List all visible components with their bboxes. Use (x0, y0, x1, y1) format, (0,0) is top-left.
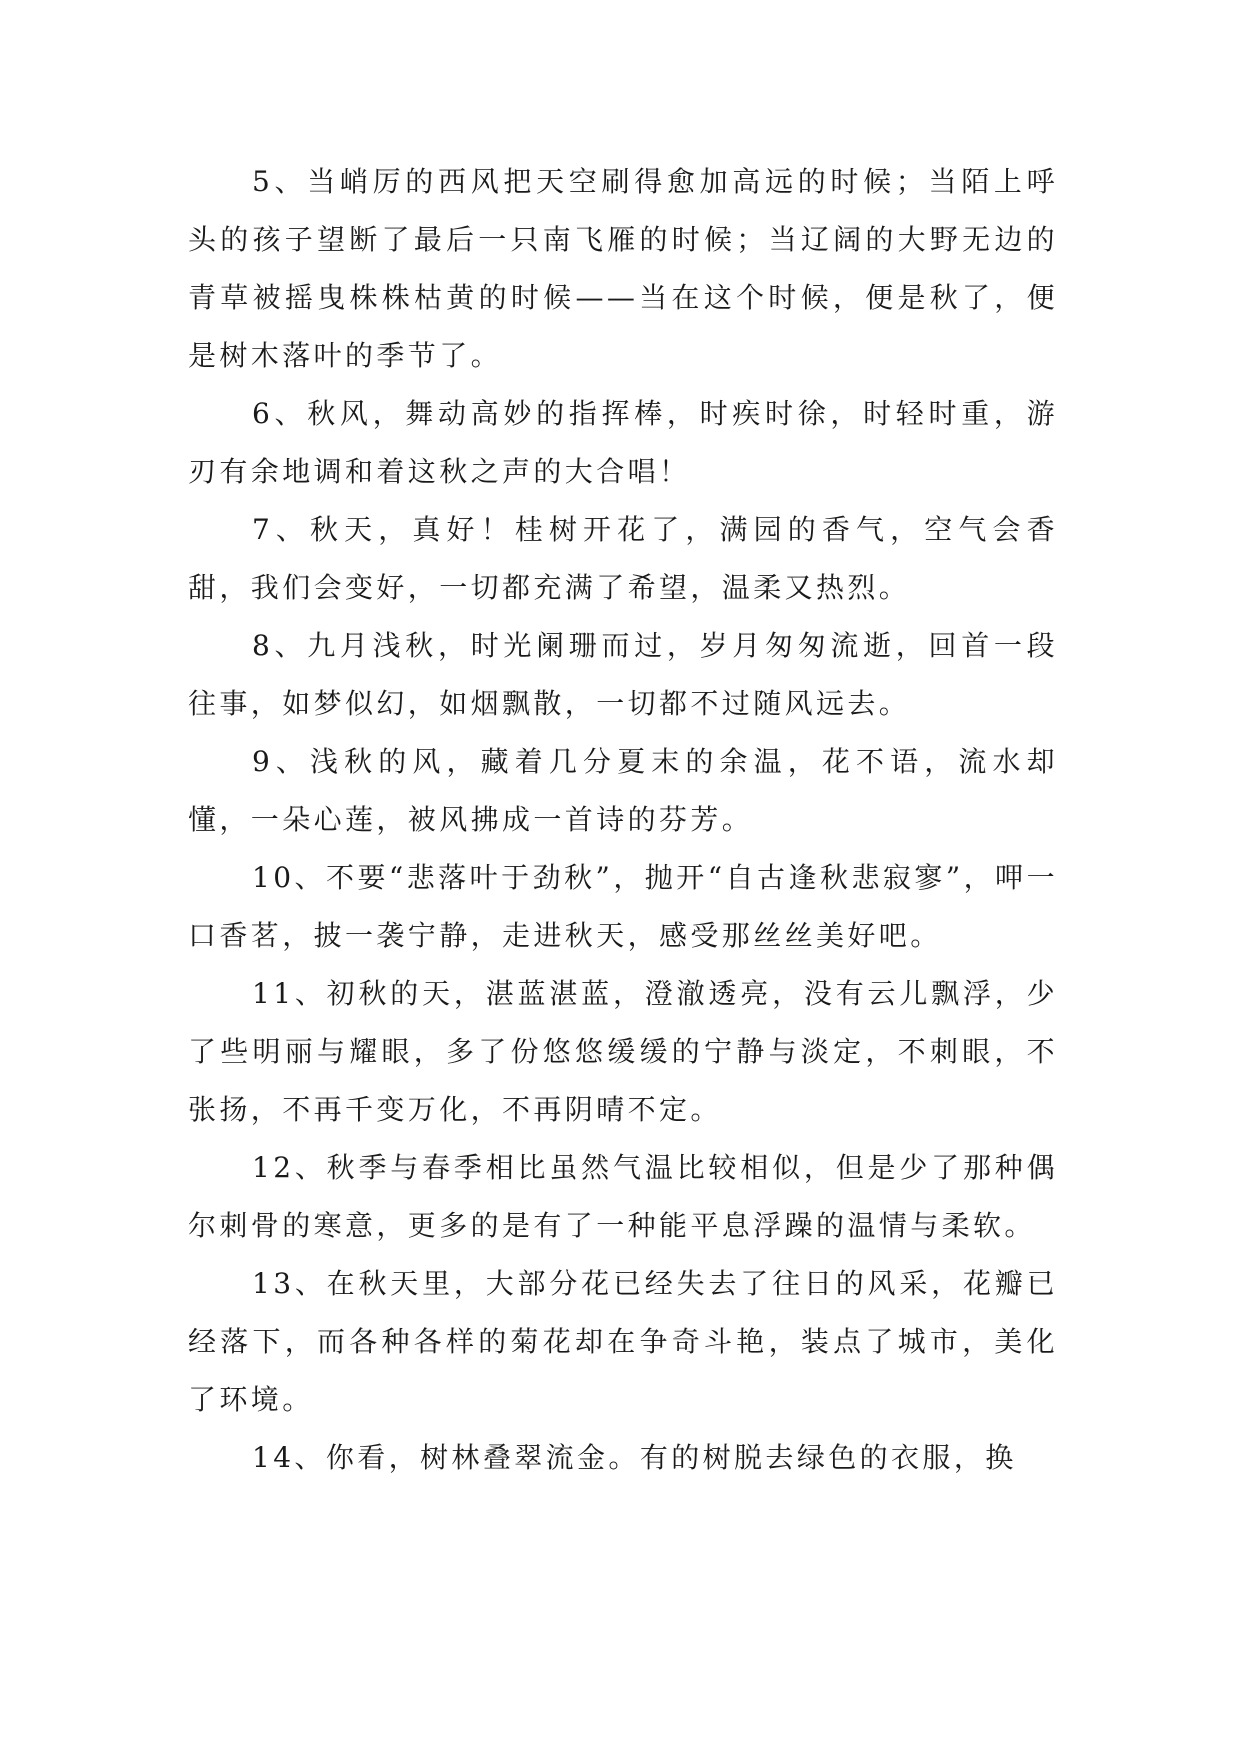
paragraph-10: 10、不要“悲落叶于劲秋”，抛开“自古逢秋悲寂寥”，呷一口香茗，披一袭宁静，走进秋天，感受那丝丝美好吧。 (188, 861, 1058, 952)
paragraph-11: 11、初秋的天，湛蓝湛蓝，澄澈透亮，没有云儿飘浮，少了些明丽与耀眼，多了份悠悠缓缓的宁静与淡定，不刺眼，不张扬，不再千变万化，不再阴晴不定。 (188, 977, 1058, 1126)
paragraph-5: 5、当峭厉的西风把天空刷得愈加高远的时候；当陌上呼头的孩子望断了最后一只南飞雁的时候；当辽阔的大野无边的青草被摇曳株株枯黄的时候——当在这个时候，便是秋了，便是树木落叶的季节了。 (188, 165, 1058, 372)
paragraph-6: 6、秋风，舞动高妙的指挥棒，时疾时徐，时轻时重，游刃有余地调和着这秋之声的大合唱！ (188, 397, 1058, 488)
document-body (188, 153, 1058, 1487)
paragraph-14: 14、你看，树林叠翠流金。有的树脱去绿色的衣服，换 (252, 1441, 1017, 1474)
paragraph-12: 12、秋季与春季相比虽然气温比较相似，但是少了那种偶尔刺骨的寒意，更多的是有了一种能平息浮躁的温情与柔软。 (188, 1151, 1058, 1242)
paragraph-8: 8、九月浅秋，时光阑珊而过，岁月匆匆流逝，回首一段往事，如梦似幻，如烟飘散，一切都不过随风远去。 (188, 629, 1058, 720)
paragraph-7: 7、秋天，真好！桂树开花了，满园的香气，空气会香甜，我们会变好，一切都充满了希望，温柔又热烈。 (188, 513, 1058, 604)
paragraph-9: 9、浅秋的风，藏着几分夏末的余温，花不语，流水却懂，一朵心莲，被风拂成一首诗的芬芳。 (188, 745, 1058, 836)
paragraph-13: 13、在秋天里，大部分花已经失去了往日的风采，花瓣已经落下，而各种各样的菊花却在争奇斗艳，装点了城市，美化了环境。 (188, 1267, 1058, 1416)
